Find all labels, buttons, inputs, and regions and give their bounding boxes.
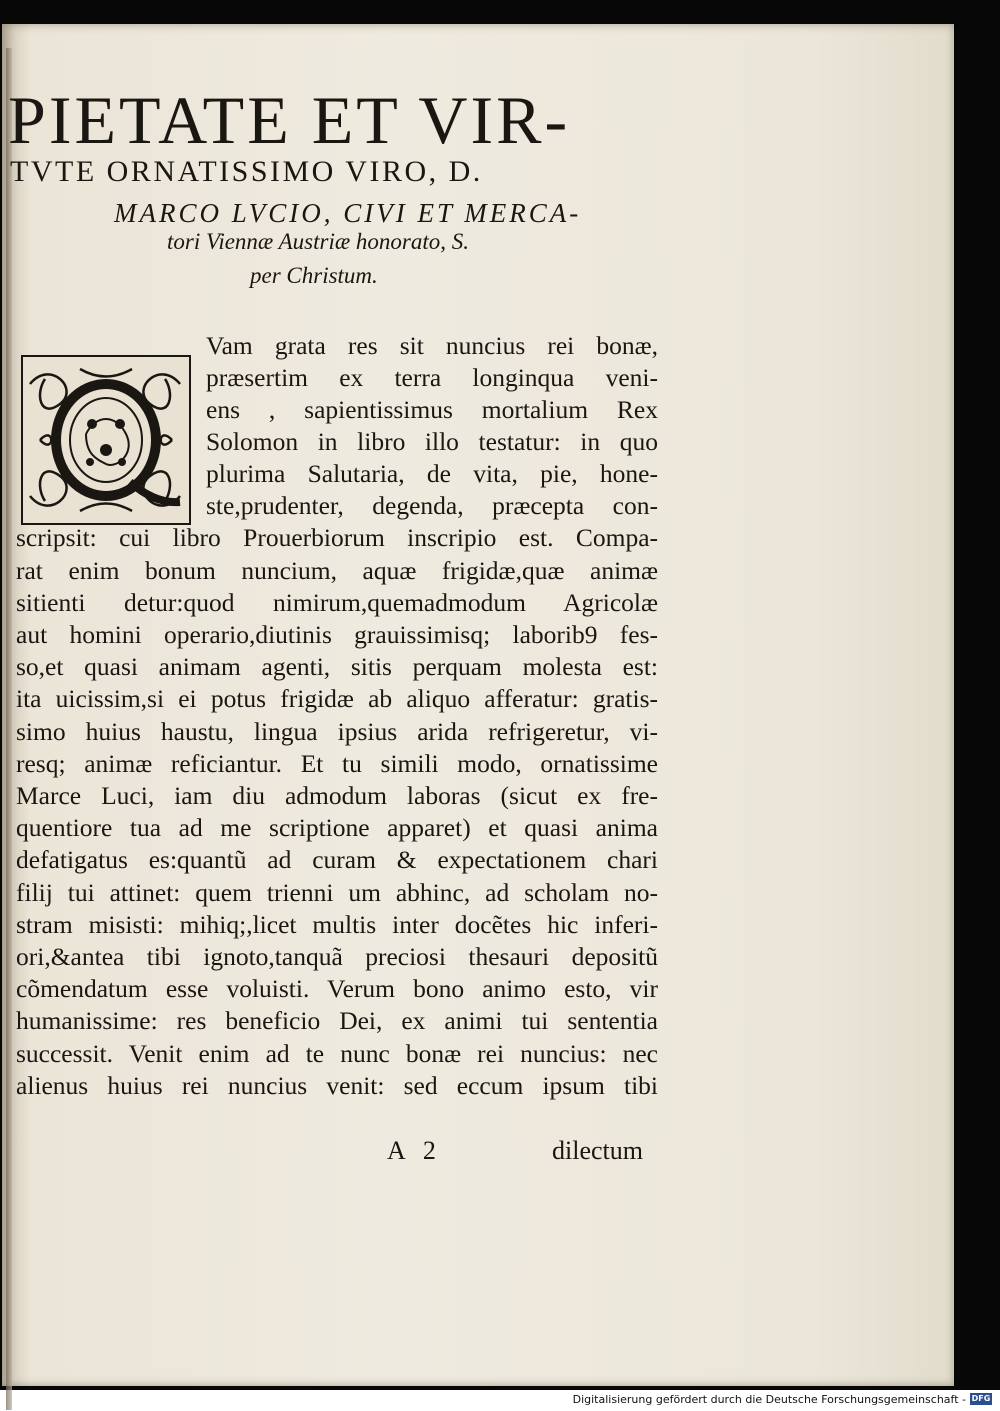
body-line: ita uicissim,si ei potus frigidæ ab aliquo afferatur: gratis- bbox=[16, 684, 658, 713]
body-line: rat enim bonum nuncium, aquæ frigidæ,quæ animæ bbox=[16, 556, 658, 585]
heading-line-1: PIETATE ET VIR- bbox=[8, 82, 571, 158]
body-line: Solomon in libro illo testatur: in quo bbox=[206, 427, 658, 456]
body-line: ste,prudenter, degenda, præcepta con- bbox=[206, 491, 658, 520]
heading-line-4: tori Viennæ Austriæ honorato, S. bbox=[167, 229, 470, 254]
heading-line-5: per Christum. bbox=[250, 263, 378, 288]
body-line: humanissime: res beneficio Dei, ex animi tui sententia bbox=[16, 1006, 658, 1035]
body-line: aut homini operario,diutinis grauissimisq; laborib9 fes- bbox=[16, 620, 658, 649]
body-line: defatigatus es:quantũ ad curam & expectationem chari bbox=[16, 845, 658, 874]
body-line: præsertim ex terra longinqua veni- bbox=[206, 363, 658, 392]
body-line: scripsit: cui libro Prouerbiorum inscripio est. Compa- bbox=[16, 523, 658, 552]
body-line: resq; animæ reficiantur. Et tu simili modo, ornatissime bbox=[16, 749, 658, 778]
dfg-logo: DFG bbox=[971, 1394, 991, 1403]
digitization-credit: Digitalisierung gefördert durch die Deutsche Forschungsgemeinschaft - bbox=[572, 1393, 966, 1406]
body-line: alienus huius rei nuncius venit: sed eccum ipsum tibi bbox=[16, 1071, 658, 1100]
body-line: simo huius haustu, lingua ipsius arida refrigeretur, vi- bbox=[16, 717, 658, 746]
body-line: sitienti detur:quod nimirum,quemadmodum Agricolæ bbox=[16, 588, 658, 617]
catchword: dilectum bbox=[552, 1136, 643, 1165]
body-text bbox=[2, 24, 962, 1224]
body-line: cõmendatum esse voluisti. Verum bono animo esto, vir bbox=[16, 974, 658, 1003]
body-line: filij tui attinet: quem trienni um abhinc, ad scholam no- bbox=[16, 878, 658, 907]
body-line: ori,&antea tibi ignoto,tanquã preciosi thesauri depositũ bbox=[16, 942, 658, 971]
body-line: ens , sapientissimus mortalium Rex bbox=[206, 395, 658, 424]
body-line: plurima Salutaria, de vita, pie, hone- bbox=[206, 459, 658, 488]
body-line: stram misisti: mihiq;,licet multis inter docẽtes hic inferi- bbox=[16, 910, 658, 939]
body-line: Marce Luci, iam diu admodum laboras (sicut ex fre- bbox=[16, 781, 658, 810]
book-page bbox=[2, 24, 954, 1386]
body-line: successit. Venit enim ad te nunc bonæ rei nuncius: nec bbox=[16, 1039, 658, 1068]
heading-line-3: MARCO LVCIO, CIVI ET MERCA- bbox=[114, 198, 582, 228]
heading-line-2: TVTE ORNATISSIMO VIRO, D. bbox=[10, 155, 483, 188]
signature-mark: A 2 bbox=[387, 1136, 442, 1165]
body-line: Vam grata res sit nuncius rei bonæ, bbox=[206, 331, 658, 360]
body-line: so,et quasi animam agenti, sitis perquam molesta est: bbox=[16, 652, 658, 681]
body-line: quentiore tua ad me scriptione apparet) et quasi anima bbox=[16, 813, 658, 842]
